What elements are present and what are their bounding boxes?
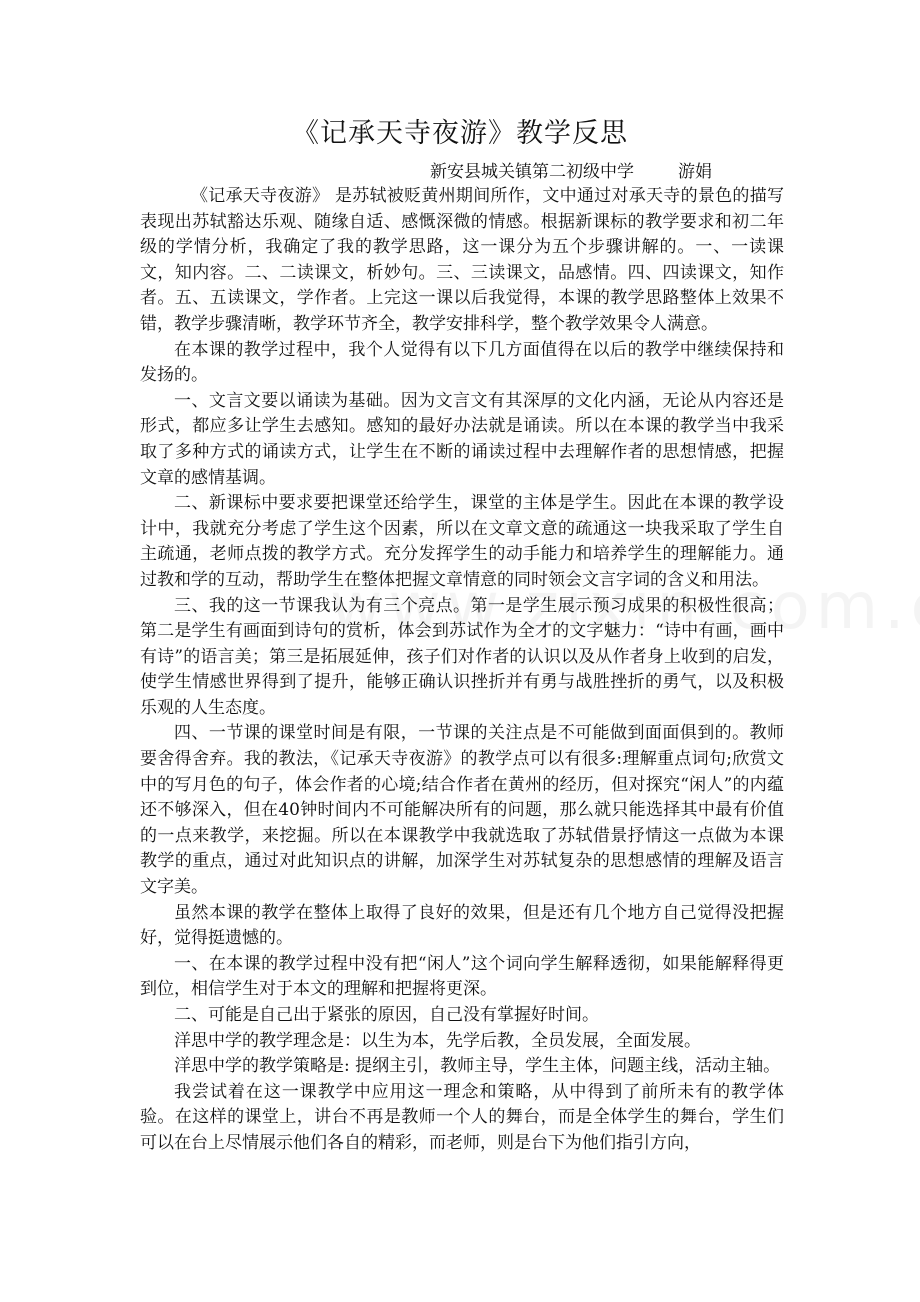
- author-school: 新安县城关镇第二初级中学: [430, 162, 634, 182]
- paragraph-regrets-intro: 虽然本课的教学在整体上取得了良好的效果，但是还有几个地方自己觉得没把握好，觉得挺遗憾的。: [140, 902, 784, 949]
- paragraph-strategy: 洋思中学的教学策略是: 提纲主引，教师主导，学生主体，问题主线，活动主轴。: [174, 1056, 781, 1077]
- paragraph-strengths-intro: 在本课的教学过程中，我个人觉得有以下几方面值得在以后的教学中继续保持和发扬的。: [140, 339, 784, 386]
- document-body: [140, 184, 784, 1157]
- paragraph-philosophy: 洋思中学的教学理念是：以生为本，先学后教，全员发展，全面发展。: [174, 1030, 701, 1051]
- paragraph-point-1: 一、文言文要以诵读为基础。因为文言文有其深厚的文化内涵，无论从内容还是形式，都应多让学生去感知。感知的最好办法就是诵读。所以在本课的教学当中我采取了多种方式的诵读方式，让学生在不断的诵读过程中去理解作者的思想情感，把握文章的感情基调。: [140, 390, 784, 488]
- paragraph-regret-1: 一、在本课的教学过程中没有把“闲人”这个词向学生解释透彻，如果能解释得更到位，相信学生对于本文的理解和把握将更深。: [140, 953, 784, 1000]
- document-title: 《记承天寺夜游》教学反思: [292, 118, 628, 149]
- paragraph-point-4: 四、一节课的课堂时间是有限，一节课的关注点是不可能做到面面俱到的。教师要舍得舍弃。我的教法，《记承天寺夜游》的教学点可以有很多:理解重点词句;欣赏文中的写月色的句子，体会作者的心境;结合作者在黄州的经历，但对探究“闲人”的内蕴还不够深入，但在40钟时间内不可能解决所有的问题，那么就只能选择其中最有价值的一点来教学，来挖掘。所以在本课教学中我就选取了苏轼借景抒情这一点做为本课教学的重点，通过对此知识点的讲解，加深学生对苏轼复杂的思想感情的理解及语言文字美。: [140, 723, 784, 898]
- author-name: 游娟: [678, 162, 712, 182]
- paragraph-point-2: 二、新课标中要求要把课堂还给学生，课堂的主体是学生。因此在本课的教学设计中，我就充分考虑了学生这个因素，所以在文章文意的疏通这一块我采取了学生自主疏通，老师点拨的教学方式。充分发挥学生的动手能力和培养学生的理解能力。通过教和学的互动，帮助学生在整体把握文章情意的同时领会文言字词的含义和用法。: [140, 493, 784, 590]
- author-line: [430, 159, 712, 185]
- paragraph-point-3: 三、我的这一节课我认为有三个亮点。第一是学生展示预习成果的积极性很高；第二是学生有画面到诗句的赏析，体会到苏试作为全才的文字魅力：“诗中有画，画中有诗”的语言美；第三是拓展延伸，孩子们对作者的认识以及从作者身上收到的启发，使学生情感世界得到了提升，能够正确认识挫折并有勇与战胜挫折的勇气，以及积极乐观的人生态度。: [140, 595, 784, 718]
- paragraph-regret-2: 二、可能是自己出于紧张的原因，自己没有掌握好时间。: [174, 1005, 599, 1025]
- paragraph-intro: 《记承天寺夜游》 是苏轼被贬黄州期间所作，文中通过对承天寺的景色的描写表现出苏轼豁达乐观、随缘自适、感慨深微的情感。根据新课标的教学要求和初二年级的学情分析，我确定了我的教学思路，这一课分为五个步骤讲解的。一、一读课文，知内容。二、二读课文，析妙句。三、三读课文，品感情。四、四读课文，知作者。五、五读课文，学作者。上完这一课以后我觉得，本课的教学思路整体上效果不错，教学步骤清晰，教学环节齐全，教学安排科学，整个教学效果令人满意。: [140, 186, 784, 334]
- paragraph-conclusion: 我尝试着在这一课教学中应用这一理念和策略，从中得到了前所未有的教学体验。在这样的课堂上，讲台不再是教师一个人的舞台，而是全体学生的舞台，学生们可以在台上尽情展示他们各自的精彩，而老师，则是台下为他们指引方向，: [140, 1081, 784, 1153]
